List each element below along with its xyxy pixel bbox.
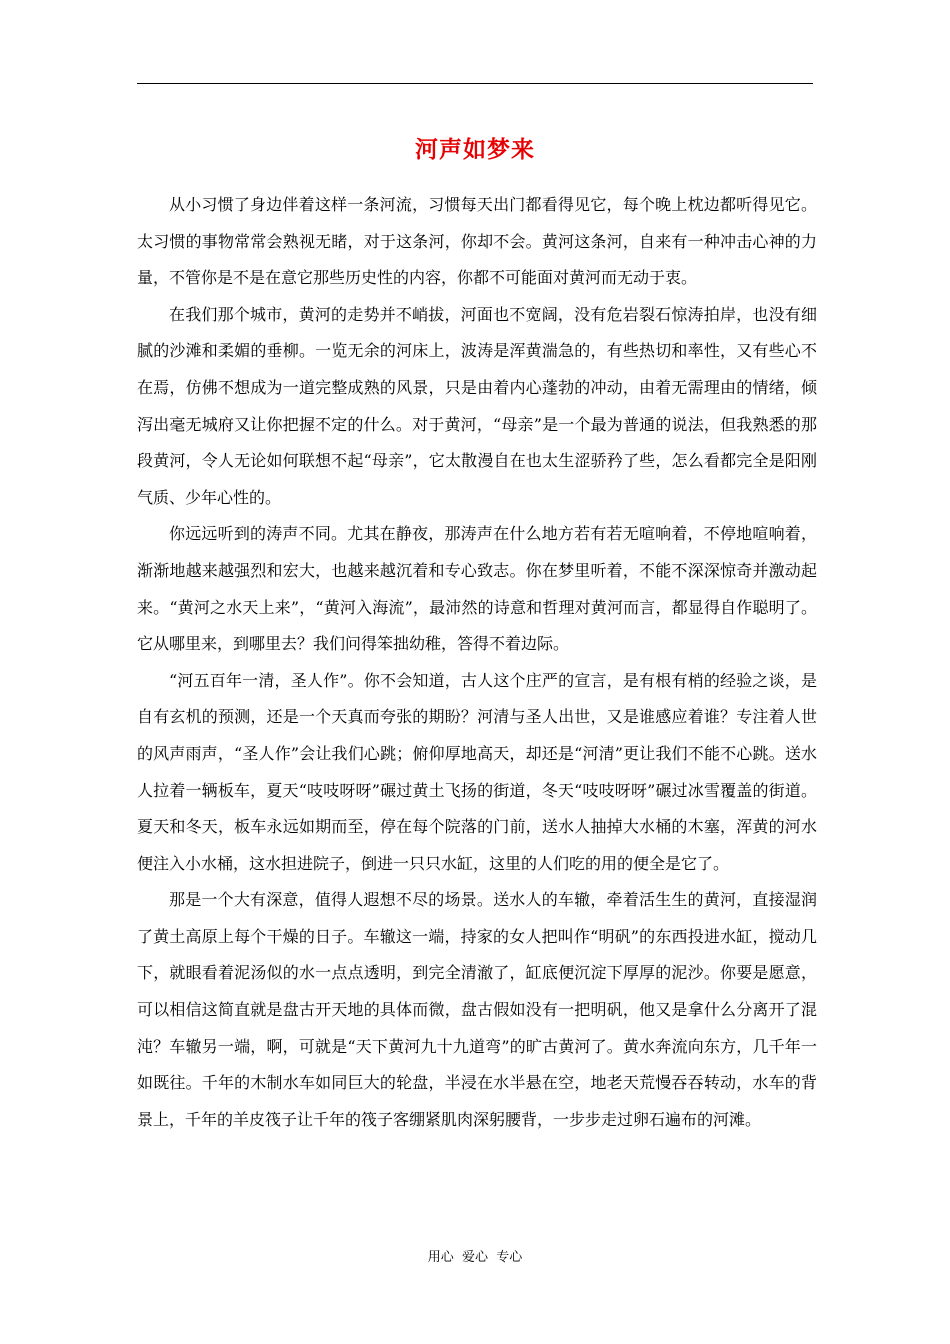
paragraph-5: 那是一个大有深意，值得人遐想不尽的场景。送水人的车辙，牵着活生生的黄河，直接湿润了黄土高原上每个干燥的日子。车辙这一端，持家的女人把叫作“明矾”的东西投进水缸，搅动几下，就眼看着泥汤似的水一点点透明，到完全清澈了，缸底便沉淀下厚厚的泥沙。你要是愿意，可以相信这简直就是盘古开天地的具体而微，盘古假如没有一把明矾，他又是拿什么分离开了混沌？车辙另一端，啊，可就是“天下黄河九十九道弯”的旷古黄河了。黄水奔流向东方，几千年一如既往。千年的木制水车如同巨大的轮盘，半浸在水半悬在空，地老天荒慢吞吞转动，水车的背景上，千年的羊皮筏子让千年的筏子客绷紧肌肉深躬腰背，一步步走过卵石遍布的河滩。 <box>137 890 817 1129</box>
header-rule <box>137 83 813 84</box>
page-footer: 用心 爱心 专心 <box>427 1250 523 1265</box>
paragraph-2: 在我们那个城市，黄河的走势并不峭拔，河面也不宽阔，没有危岩裂石惊涛拍岸，也没有细腻的沙滩和柔媚的垂柳。一览无余的河床上，波涛是浑黄湍急的，有些热切和率性，又有些心不在焉，仿佛不想成为一道完整成熟的风景，只是由着内心蓬勃的冲动，由着无需理由的情绪，倾泻出毫无城府又让你把握不定的什么。对于黄河，“母亲”是一个最为普通的说法，但我熟悉的那段黄河，令人无论如何联想不起“母亲”，它太散漫自在也太生涩骄矜了些，怎么看都完全是阳刚气质、少年心性的。 <box>137 304 817 507</box>
article-body <box>137 187 817 1138</box>
paragraph-4: “河五百年一清，圣人作”。你不会知道，古人这个庄严的宣言，是有根有梢的经验之谈，是自有玄机的预测，还是一个天真而夸张的期盼？河清与圣人出世，又是谁感应着谁？专注着人世的风声雨声，“圣人作”会让我们心跳；俯仰厚地高天，却还是“河清”更让我们不能不心跳。送水人拉着一辆板车，夏天“吱吱呀呀”碾过黄土飞扬的街道，冬天“吱吱呀呀”碾过冰雪覆盖的街道。夏天和冬天，板车永远如期而至，停在每个院落的门前，送水人抽掉大水桶的木塞，浑黄的河水便注入小水桶，这水担进院子，倒进一只只水缸，这里的人们吃的用的便全是它了。 <box>137 670 817 873</box>
article-title: 河声如梦来 <box>415 136 535 163</box>
paragraph-1: 从小习惯了身边伴着这样一条河流，习惯每天出门都看得见它，每个晚上枕边都听得见它。太习惯的事物常常会熟视无睹，对于这条河，你却不会。黄河这条河，自来有一种冲击心神的力量，不管你是不是在意它那些历史性的内容，你都不可能面对黄河而无动于衷。 <box>137 195 817 288</box>
paragraph-3: 你远远听到的涛声不同。尤其在静夜，那涛声在什么地方若有若无喧响着，不停地喧响着，渐渐地越来越强烈和宏大，也越来越沉着和专心致志。你在梦里听着，不能不深深惊奇并激动起来。“黄河之水天上来”，“黄河入海流”，最沛然的诗意和哲理对黄河而言，都显得自作聪明了。它从哪里来，到哪里去？我们问得笨拙幼稚，答得不着边际。 <box>137 524 817 654</box>
